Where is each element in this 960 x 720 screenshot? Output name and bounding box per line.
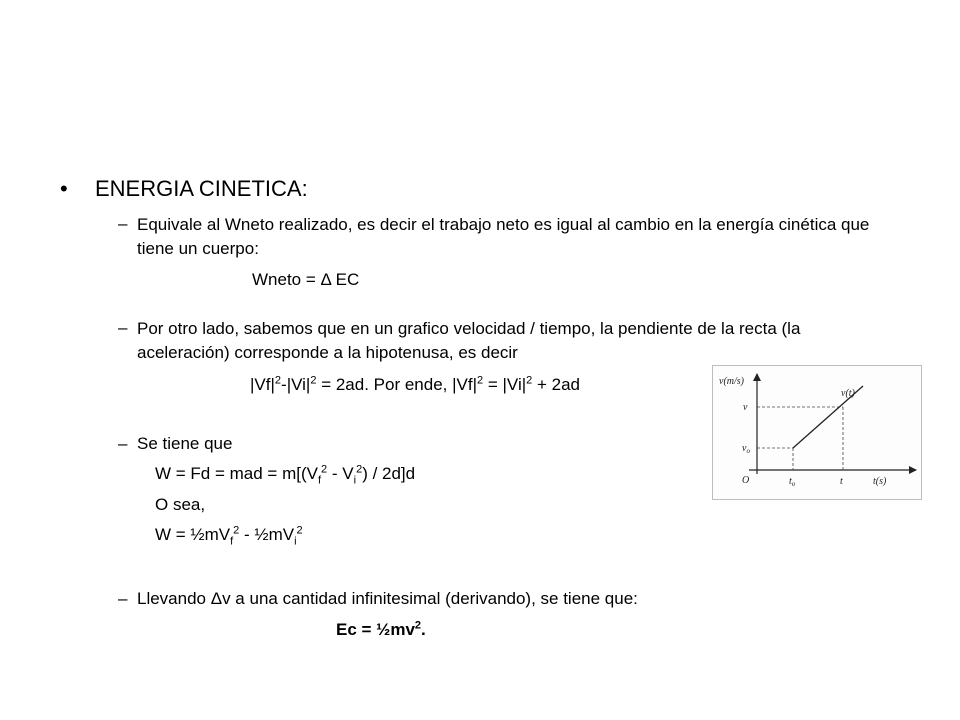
item2-formula	[250, 375, 580, 395]
t-label: t	[840, 476, 843, 487]
w1-a: W = Fd = mad = m[(V	[155, 464, 318, 483]
f-eq-2ad: = 2ad. Por ende, |Vf|	[316, 375, 477, 394]
dash-marker-2: –	[118, 318, 128, 337]
item3-work-formula	[155, 463, 416, 487]
ec-dot: .	[421, 620, 426, 639]
w2-sq-2: 2	[296, 524, 303, 537]
bullet-marker: •	[60, 176, 68, 201]
w2-sub-f: f	[230, 535, 234, 548]
item1-formula: Wneto = Δ EC	[252, 270, 360, 289]
f-minus-vi: -|Vi|	[281, 375, 311, 394]
w1-sq-1: 2	[321, 463, 328, 476]
dash-marker-4: –	[118, 589, 128, 608]
f-plus-2ad: + 2ad	[532, 375, 581, 394]
item3-intro: Se tiene que	[137, 434, 233, 453]
dash-marker-1: –	[118, 214, 128, 233]
v0-label: $v_o$	[742, 443, 750, 455]
curve-label: v(t)	[841, 388, 855, 399]
f-eq-vi: = |Vi|	[483, 375, 527, 394]
ec-a: Ec = ½mv	[336, 620, 415, 639]
w1-sq-2: 2	[356, 463, 363, 476]
w2-sub-i: i	[294, 535, 297, 548]
t0-label: $t_o$	[789, 476, 796, 488]
v-label: v	[743, 402, 748, 413]
f-sq-1: 2	[274, 374, 282, 387]
item4-text: Llevando Δv a una cantidad infinitesimal (derivando), se tiene que:	[137, 589, 638, 608]
f-sq-2: 2	[310, 374, 317, 387]
w2-b: - ½mV	[239, 525, 295, 544]
ec-sq: 2	[414, 619, 422, 632]
item3-o-sea: O sea,	[155, 495, 206, 514]
w1-sub-f: f	[317, 474, 322, 487]
w1-c: ) / 2d]d	[362, 464, 416, 483]
f-sq-4: 2	[526, 374, 533, 387]
f-vf: |Vf|	[250, 375, 275, 394]
item3-work-result	[155, 524, 303, 548]
dash-marker-3: –	[118, 434, 128, 453]
w2-a: W = ½mV	[155, 525, 231, 544]
item4-kinetic-energy-formula	[336, 620, 426, 640]
f-sq-3: 2	[477, 374, 484, 387]
w2-sq-1: 2	[233, 524, 240, 537]
w1-b: - V	[327, 464, 354, 483]
w1-sub-i: i	[353, 474, 357, 487]
velocity-time-graph	[712, 365, 922, 500]
x-axis-label: t(s)	[873, 476, 887, 487]
item1-text: Equivale al Wneto realizado, es decir el trabajo neto es igual al cambio en la energía cinética que tiene un cuerpo:	[137, 215, 870, 258]
graph-svg	[713, 366, 921, 499]
y-axis-label: v(m/s)	[719, 376, 744, 387]
slide-title: ENERGIA CINETICA:	[95, 176, 308, 201]
item2-text: Por otro lado, sabemos que en un grafico velocidad / tiempo, la pendiente de la recta (la aceleración) corresponde a la hipotenusa, es decir	[137, 319, 801, 362]
origin-label: O	[742, 475, 750, 486]
